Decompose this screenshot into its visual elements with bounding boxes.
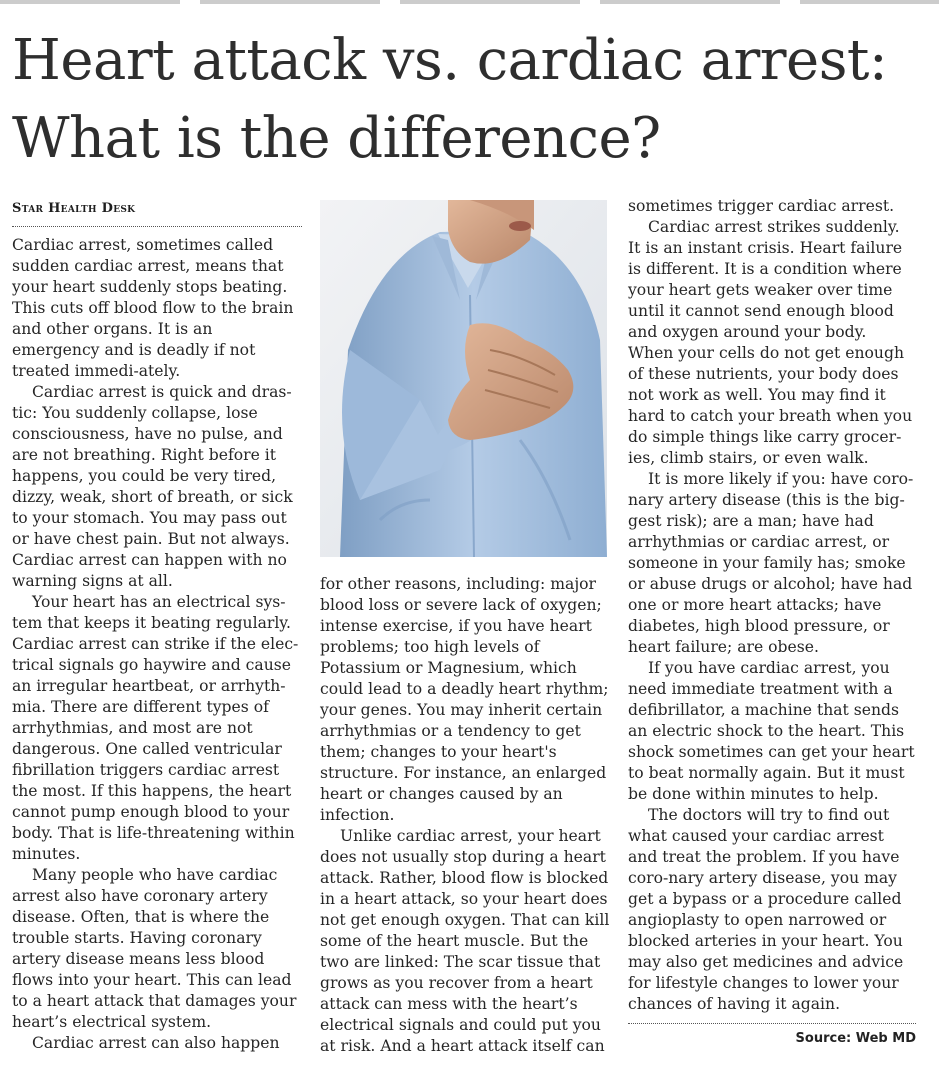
- paragraph: It is more likely if you: have coro-nary artery disease (this is the big-gest risk); are a man; have had arrhythmias or cardiac arrest, or someone in your family has; smoke or abuse drugs or alcohol; have had one or more heart attacks; have diabetes, high blood pressure, or heart failure; are obese.: [628, 470, 914, 656]
- column-3: [628, 196, 916, 1048]
- paragraph: Unlike cardiac arrest, your heart does not usually stop during a heart attack. Rather, blood flow is blocked in a heart attack, so your heart does not get enough oxygen. That can kill some of the heart muscle. But the two are linked: The scar tissue that grows as you recover from a heart attack can mess with the heart’s electrical signals and could put you at risk. And a heart attack itself can: [320, 827, 610, 1055]
- source-credit: Source: Web MD: [795, 1031, 916, 1046]
- headline-line-1: Heart attack vs. cardiac arrest:: [12, 28, 888, 93]
- paragraph: Cardiac arrest, sometimes called sudden cardiac arrest, means that your heart suddenly stops beating. This cuts off blood flow to the brain and other organs. It is an emergency and is deadly if not treated immedi-ately.: [12, 236, 294, 380]
- paragraph: The doctors will try to find out what caused your cardiac arrest and treat the problem. If you have coro-nary artery disease, you may get a bypass or a procedure called angioplasty to open narrowed or blocked arteries in your heart. You may also get medicines and advice for lifestyle changes to lower your chances of having it again.: [628, 806, 904, 1013]
- man-clutching-chest-illustration: [320, 200, 607, 557]
- column-1: [12, 198, 302, 1054]
- headline: [12, 22, 932, 178]
- paragraph: Your heart has an electrical sys-tem that keeps it beating regularly. Cardiac arrest can strike if the elec-trical signals go haywire and cause an irregular heartbeat, or arrhyth-mia. There are different types of arrhythmias, and most are not dangerous. One called ventricular fibrillation triggers cardiac arrest the most. If this happens, the heart cannot pump enough blood to your body. That is life-threatening within minutes.: [12, 593, 299, 863]
- paragraph: sometimes trigger cardiac arrest.: [628, 197, 895, 215]
- paragraph: Cardiac arrest can also happen: [32, 1034, 280, 1052]
- paragraph: for other reasons, including: major blood loss or severe lack of oxygen; intense exercise, if you have heart problems; too high levels of Potassium or Magnesium, which could lead to a deadly heart rhythm; your genes. You may inherit certain arrhythmias or a tendency to get them; changes to your heart's structure. For instance, an enlarged heart or changes caused by an infection.: [320, 575, 609, 824]
- paragraph: If you have cardiac arrest, you need immediate treatment with a defibrillator, a machine that sends an electric shock to the heart. This shock sometimes can get your heart to beat normally again. But it must be done within minutes to help.: [628, 659, 915, 803]
- paragraph: Cardiac arrest strikes suddenly. It is an instant crisis. Heart failure is different. It is a condition where your heart gets weaker over time until it cannot send enough blood and oxygen around your body. When your cells do not get enough of these nutrients, your body does not work as well. You may find it hard to catch your breath when you do simple things like carry grocer-ies, climb stairs, or even walk.: [628, 218, 913, 467]
- article-photo: [320, 200, 607, 557]
- column-2: [320, 574, 610, 1057]
- byline-divider: [12, 226, 302, 227]
- end-divider: [628, 1023, 916, 1024]
- byline: Star Health Desk: [12, 201, 136, 216]
- headline-line-2: What is the difference?: [12, 106, 661, 171]
- paragraph: Many people who have cardiac arrest also have coronary artery disease. Often, that is where the trouble starts. Having coronary artery disease means less blood flows into your heart. This can lead to a heart attack that damages your heart’s electrical system.: [12, 866, 297, 1031]
- paragraph: Cardiac arrest is quick and dras-tic: You suddenly collapse, lose consciousness, have no pulse, and are not breathing. Right before it happens, you could be very tired, dizzy, weak, short of breath, or sick to your stomach. You may pass out or have chest pain. But not always. Cardiac arrest can happen with no warning signs at all.: [12, 383, 293, 590]
- top-rule: [0, 0, 939, 4]
